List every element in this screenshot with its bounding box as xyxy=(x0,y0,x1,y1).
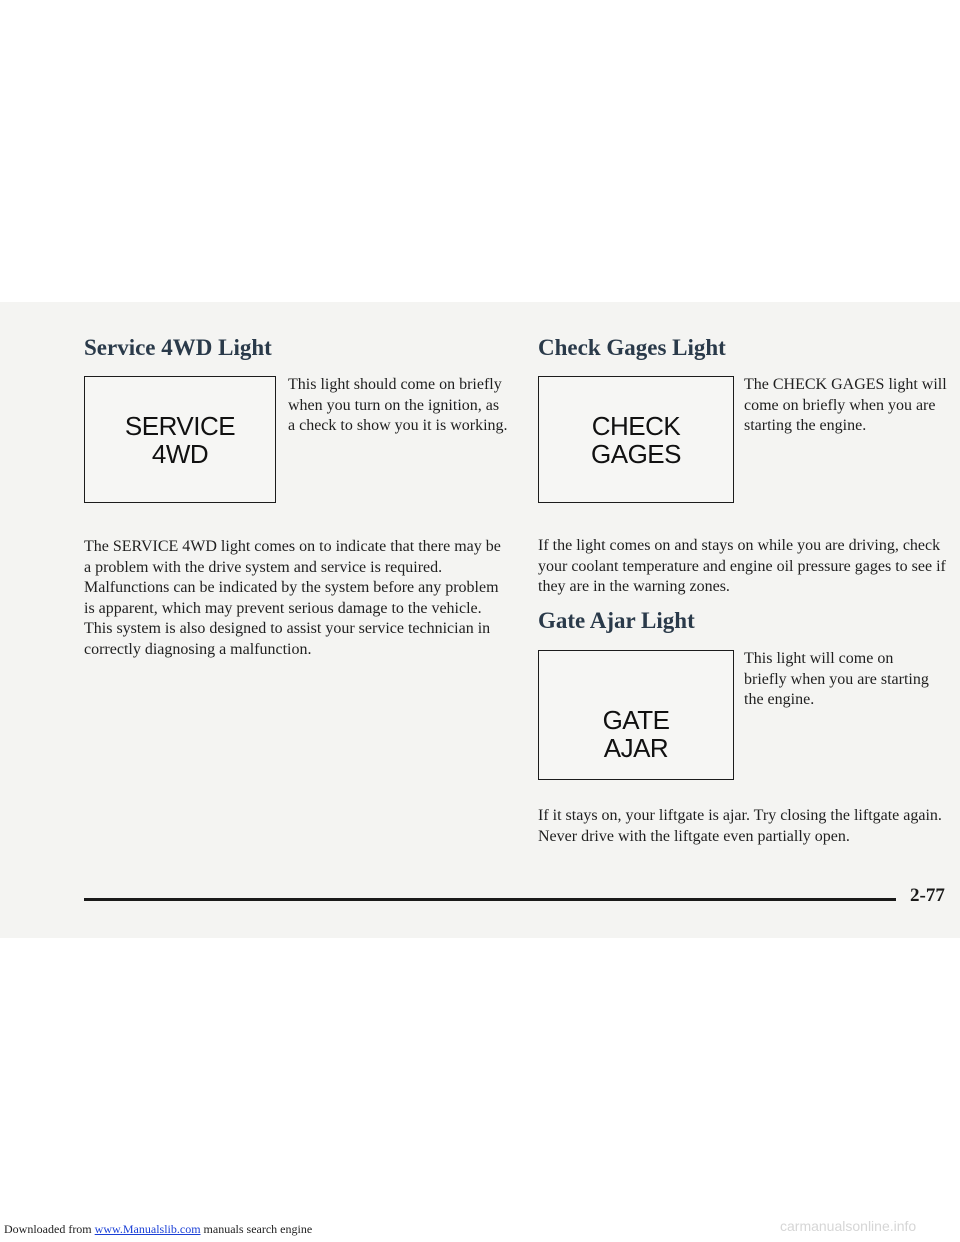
service-4wd-indicator-line2: 4WD xyxy=(151,438,209,469)
gate-ajar-indicator-line1: GATE xyxy=(602,705,670,735)
service-4wd-body: The SERVICE 4WD light comes on to indicate that there may be a problem with the drive system and service is required. Malfunctions can be indicated by the system before any problem is apparent, which may prevent serious damage to the vehicle. This system is also designed to assist your service technician in correctly diagnosing a malfunction. xyxy=(84,538,501,658)
footer-prefix: Downloaded from xyxy=(4,1222,95,1236)
check-gages-intro: The CHECK GAGES light will come on briefly when you are starting the engine. xyxy=(744,376,947,434)
watermark-text: carmanualsonline.info xyxy=(780,1218,917,1234)
footer-rule xyxy=(84,898,896,901)
check-gages-heading: Check Gages Light xyxy=(538,335,726,360)
page-number: 2-77 xyxy=(910,885,945,906)
check-gages-indicator-line2: GAGES xyxy=(591,438,681,469)
gate-ajar-heading: Gate Ajar Light xyxy=(538,608,695,633)
service-4wd-indicator-line1: SERVICE xyxy=(124,410,236,441)
manualslib-link[interactable]: www.Manualslib.com xyxy=(94,1222,201,1236)
download-footer xyxy=(4,1222,312,1237)
check-gages-indicator-line1: CHECK xyxy=(591,410,681,441)
footer-suffix: manuals search engine xyxy=(200,1222,313,1236)
gate-ajar-intro: This light will come on briefly when you are starting the engine. xyxy=(744,650,929,708)
gate-ajar-body: If it stays on, your liftgate is ajar. Try closing the liftgate again. Never drive with the liftgate even partially open. xyxy=(538,807,942,845)
service-4wd-intro: This light should come on briefly when you turn on the ignition, as a check to show you it is working. xyxy=(288,376,508,434)
check-gages-body: If the light comes on and stays on while you are driving, check your coolant temperature and engine oil pressure gages to see if they are in the warning zones. xyxy=(538,537,946,595)
service-4wd-heading: Service 4WD Light xyxy=(84,335,272,360)
check-gages-indicator xyxy=(538,376,734,503)
service-4wd-indicator xyxy=(84,376,276,503)
gate-ajar-indicator-line2: AJAR xyxy=(603,733,669,763)
gate-ajar-indicator xyxy=(538,650,734,780)
